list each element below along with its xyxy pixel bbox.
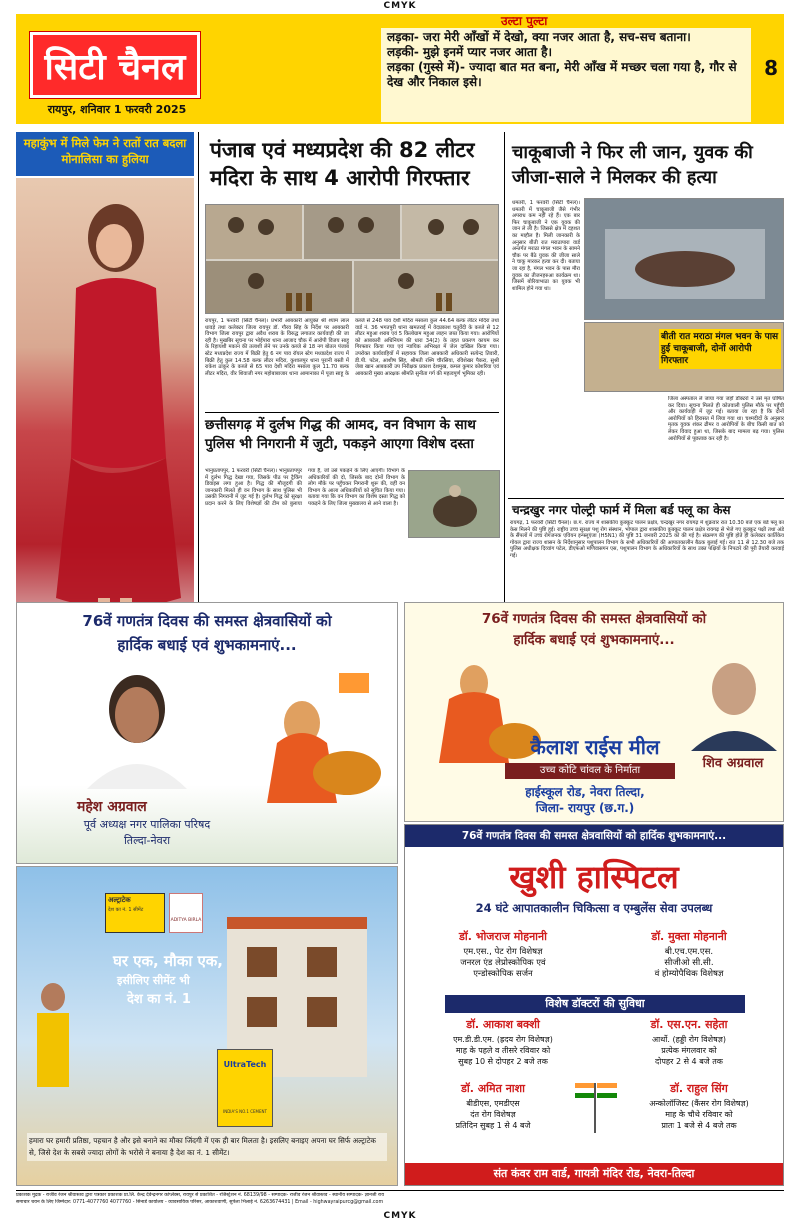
doc2-name: डॉ. मुक्ता मोहनानी — [651, 930, 727, 943]
ultratech-brand-sub: देश का नं. 1 सीमेंट — [108, 907, 144, 913]
ad1-name: महेश अग्रवाल — [77, 799, 147, 815]
masthead-dateline: रायपुर, शनिवार 1 फरवरी 2025 — [47, 103, 187, 116]
ultratech-slogan-1: घर एक, मौका एक, — [113, 952, 223, 970]
doc1-l1: एम.एस., पेट रोग विशेषज्ञ — [463, 947, 543, 957]
chaku-photo-2 — [584, 322, 784, 392]
doc6-l1: अन्कोलॉजिस्ट (कैंसर रोग विशेषज्ञ) — [649, 1099, 749, 1108]
hospital-service: 24 घंटे आपातकालीन चिकित्सा व एम्बुलेंस सेवा उपलब्ध — [475, 901, 713, 915]
doc6-l3: प्रातः 1 बजे से 4 बजे तक — [661, 1121, 737, 1130]
ulta-pulta-heading: उल्टा पुल्टा — [501, 14, 548, 28]
flags-emblem — [565, 1075, 625, 1135]
ad2-name: शिव अग्रवाल — [702, 756, 764, 771]
chaku-body: धमतरी, 1 फरवरी (सिटी चैनल)। धमतरी में चाकूबाजी जैसे गंभीर अपराध कम नहीं रहे हैं। एक बार फिर चाकूबाजी ने एक युवक की जान ले ली है। जिससे क्षेत्र में दहशत का माहौल है। मिली जानकारी के अनुसार बीती रात मराठापारा वार्ड अन्तर्गत मराठा मंगल भवन के सामने चौक पर बैठे युवक की जीजा साले ने चाकू मारकर हत्या कर दी। बताया जा रहा है, मंगल भवन के पास मौरा युवक का तीजनहरुआ कार्यक्रम था। जिसमें बोरियाभाठा का युवक भी शामिल होने गया था। — [512, 200, 580, 292]
birdflu-top-rule — [508, 498, 784, 499]
punjab-photo-art — [206, 205, 499, 314]
doc2-l3: वं होम्योपैथिक विशेषज्ञ — [654, 969, 724, 979]
chaku-photo — [584, 198, 784, 320]
doc3 — [413, 1017, 593, 1067]
doc2 — [601, 929, 777, 979]
doc4-l2: प्रत्येक मंगलवार को — [661, 1046, 717, 1055]
doc6-l2: माह के चौथे रविवार को — [665, 1110, 733, 1119]
ad1-designation: पूर्व अध्यक्ष नगर पालिका परिषद — [83, 818, 211, 831]
doc1-l2: जनरल एंड लेप्रोस्कोपिक एवं — [460, 958, 546, 968]
ultratech-slogan-3: देश का नं. 1 — [127, 992, 191, 1007]
vulture-photo-art — [409, 471, 500, 538]
birdflu-body: रायगढ़, 1 फरवरी (सिटी चैनल)। छ.ग. राज्य में शासकीय कुक्कुट पालन प्रक्षेत्र, चन्द्रखुर नगर रायगढ़ में शुक्रवार रात 10.30 बजे एक बर्ड फ्लू का केस मिलने की पुष्टि हुई। राष्ट्रीय उच्च सुरक्षा पशु रोग संस्थान, भोपाल द्वारा शासकीय कुक्कुट पालन प्रक्षेत्र रायगढ़ से भेजे गए कुक्कुट पक्षी तथा अंडे के सैंपलों में उच्च रोगजनक एवियन इन्फ्लूएंजा (H5N1) की पुष्टि 31 जनवरी 2025 को की गई है। संक्रमण की पुष्टि होते ही कलेक्टर कार्तिकेय गोयल द्वारा राज्य शासन के निर्देशानुसार पशुपालन विभाग के सभी अधिकारियों की आपातकालीन बैठक बुलाई गई। रात 11 से 12.30 बजे तक पुलिस अधीक्षक दिव्यांग पटेल, डीएफओ मणिवासगन एस, पशुपालन विभाग के अधिकारियों के साथ उक्त पक्षियों के निपटारे की पूरी तैयारी करवाई गई। — [510, 520, 784, 559]
doc3-l3: सुबह 10 से दोपहर 2 बजे तक — [458, 1057, 548, 1066]
ad2-tagline: उच्च कोटि चांवल के निर्माता — [539, 765, 641, 776]
doc1-name: डॉ. भोजराज मोहनानी — [458, 930, 547, 943]
doc5-l1: बीडीएस, एमडीएस — [466, 1099, 520, 1108]
ad1-bharat-mata — [247, 663, 387, 803]
ad4-greeting-box — [405, 825, 783, 847]
ulta-pulta-line-1: लड़का- जरा मेरी आँखों में देखो, क्या नजर आता है, सच-सच बताना। — [387, 30, 691, 44]
doc3-name: डॉ. आकाश बक्शी — [466, 1018, 540, 1031]
ultratech-logo — [105, 893, 165, 933]
ad1-greeting-1: 76वें गणतंत्र दिवस की समस्त क्षेत्रवासियों को — [82, 612, 332, 630]
doc4-l3: दोपहर 2 से 4 बजे तक — [655, 1057, 723, 1066]
ad2-greeting-1: 76वें गणतंत्र दिवस की समस्त क्षेत्रवासियों को — [481, 611, 707, 627]
ad1-greeting-2: हार्दिक बधाई एवं शुभकामनाएं... — [117, 636, 297, 654]
aditya-birla-logo — [169, 893, 203, 933]
doc4-l1: आर्थो. (हड्डी रोग विशेषज्ञ) — [652, 1035, 726, 1044]
ad2-address-2: जिला- रायपुर (छ.ग.) — [535, 801, 635, 815]
doc4-name: डॉ. एस.एन. सहेता — [650, 1018, 728, 1031]
ulta-pulta-box — [381, 28, 751, 122]
ad2-greeting-2: हार्दिक बधाई एवं शुभकामनाएं... — [513, 632, 675, 648]
ad1-place: तिल्दा-नेवरा — [123, 834, 171, 847]
ultratech-footer: हमारा घर हमारी प्रतिष्ठा, पहचान है और इसे बनाने का मौका जिंदगी में एक ही बार मिलता है। इसलिए बनाइए अपना घर सिर्फ अल्ट्राटेक से, जिसे देश के सबसे ज्यादा लोगों के भरोसे ने बनाया है देश का नं. 1 सीमेंट। — [27, 1133, 387, 1161]
ad-khushi — [404, 824, 784, 1186]
doc1-l3: एन्डोस्कोपिक सर्जन — [473, 969, 533, 979]
aditya-birla-text: ADITYA BIRLA — [170, 918, 202, 923]
ad2-tagline-box — [505, 763, 675, 779]
punjab-headline: पंजाब एवं मध्यप्रदेश की 82 लीटर मदिरा के साथ 4 आरोपी गिरफ्तार — [210, 138, 475, 190]
ultratech-bag-sub: INDIA'S NO.1 CEMENT — [223, 1109, 267, 1114]
doc5-l2: दंत रोग विशेषज्ञ — [470, 1110, 516, 1119]
column-rule-2 — [504, 132, 505, 654]
ultratech-bag — [217, 1049, 273, 1127]
doc4 — [601, 1017, 777, 1067]
vulture-photo — [408, 470, 500, 538]
imprint-line-1: प्रकाशक मुद्रक - राजीव रंजन श्रीवास्तव द्वारा पत्रकार प्रकाशक प्रा.लि. केन्द्र देवेन्द्रनगर कांप्लेक्स, रायपुर से प्रकाशित - रजिस्ट्रेशन नं. 68139/98 - सम्पादक- राजीव रंजन श्रीवास्तव - स्थानीय सम्पादक- ज्ञानजी राय — [16, 1193, 385, 1198]
masthead-logo — [30, 32, 200, 98]
doc2-l2: सीजीओ सी.सी. — [664, 958, 714, 968]
ulta-pulta-line-2: लड़की- मुझे इनमें प्यार नजर आता है। — [387, 45, 553, 59]
doc5-l3: प्रतिदिन सुबह 1 से 4 बजे — [455, 1121, 531, 1130]
doc5-name: डॉ. अमित नाशा — [461, 1082, 525, 1095]
imprint-rule — [16, 1190, 784, 1191]
birdflu-headline: चन्द्रखुर नगर पोल्ट्री फार्म में मिला बर्ड फ्लू का केस — [512, 503, 731, 517]
print-mark-top: CMYK — [383, 1, 417, 11]
vulture-body: भानुप्रतापपुर, 1 फरवरी (सिटी चैनल)। भानुप्रतापपुर में दुर्लभ गिद्ध देखा गया, जिसके पीठ पर ट्रैकिंग डिवाइस लगा हुआ है। गिद्ध की मौजूदगी की जानकारी मिलते ही वन विभाग के साथ पुलिस भी उसकी निगरानी में जुट गई है। दुर्लभ गिद्ध को सुरक्षा प्रदान करने के लिए विशेषज्ञों की टीम को बुलाया गया है, जो उसे पकड़ने के लिए आएगी। विभाग के अधिकारियों की दो, जिसके बाद दोनों विभाग के लोग मौके पर पहुँचकर निगरानी शुरू की, वहीं वन विभाग के आला अधिकारियों को सूचित किया गया। बताया गया कि वन विभाग का विशेष दस्ता गिद्ध को पकड़ने के लिए जिला मुख्यालय से आने वाला है। — [205, 468, 405, 507]
doc2-l1: बी.एच.एम.एस. — [664, 947, 714, 957]
masthead — [16, 14, 784, 124]
special-doctors-banner — [445, 995, 745, 1013]
ultratech-bag-brand: UltraTech — [223, 1060, 267, 1069]
ultratech-slogan-2: इसीलिए सीमेंट भी — [117, 974, 190, 987]
ultratech-brand-top: अल्ट्राटेक — [108, 896, 131, 904]
hospital-address: संत कंवर राम वार्ड, गायत्री मंदिर रोड, नेवरा-तिल्दा — [493, 1167, 695, 1180]
vulture-headline: छत्तीसगढ़ में दुर्लभ गिद्ध की आमद, वन विभाग के साथ पुलिस भी निगरानी में जुटी, पकड़ने आएगा विशेष दस्ता — [205, 417, 476, 452]
hospital-name: खुशी हास्पिटल — [509, 858, 679, 896]
ad2-business: कैलाश राईस मील — [530, 735, 660, 759]
doc6 — [619, 1081, 779, 1131]
ad-kailash — [404, 602, 784, 822]
chaku-caption: बीती रात मराठा मंगल भवन के पास हुई चाकूबाजी, दोनों आरोपी गिरफ्तार — [659, 329, 781, 369]
masthead-title: सिटी चैनल — [44, 45, 186, 88]
imprint-line-2: समाचार चयन के लिए जिम्मेदार: 0771-4077760 4077760 - सिनार्ड कार्यालय - व्यावसायिक परिसर, आकाशवाणी, सुपेला भिलाई नं. 6263674431 | Email - highwayraipurcg@gmail.com — [16, 1200, 384, 1205]
ulta-pulta-line-3: लड़का (गुस्से में)- ज्यादा बात मत बना, मेरी आँख में मच्छर चला गया है, गौर से देख और निकाल इसे। — [387, 60, 737, 89]
ultratech-man — [23, 977, 83, 1087]
print-mark-bottom: CMYK — [383, 1211, 417, 1221]
hospital-address-box — [405, 1163, 783, 1185]
doc1 — [413, 929, 593, 979]
monalisa-headline: महाकुंभ में मिले फेम ने रातों रात बदला मोनालिसा का हुलिया — [23, 136, 187, 166]
punjab-photo — [205, 204, 499, 314]
chaku-headline: चाकूबाजी ने फिर ली जान, युवक की जीजा-साले ने मिलकर की हत्या — [512, 142, 753, 188]
doc5 — [413, 1081, 573, 1131]
ad-mahesh-box — [16, 602, 398, 864]
ad2-address-1: हाईस्कूल रोड, नेवरा तिल्दा, — [525, 785, 645, 799]
special-doctors: विशेष डॉक्टरों की सुविधा — [545, 997, 645, 1010]
ad4-greeting: 76वें गणतंत्र दिवस की समस्त क्षेत्रवासियों को हार्दिक शुभकामनाएं... — [461, 830, 727, 842]
doc3-l1: एम.डी.डी.एम. (ह्रदय रोग विशेषज्ञ) — [453, 1035, 553, 1044]
ad1-portrait — [87, 669, 187, 789]
doc6-name: डॉ. राहुल सिंग — [670, 1082, 728, 1095]
monalisa-headline-box — [16, 132, 194, 176]
vulture-top-rule — [205, 412, 499, 413]
page-number: 8 — [764, 56, 778, 80]
ad-ultratech — [16, 866, 398, 1186]
chaku-photo-art — [585, 199, 784, 320]
chaku-body-2: जिला अस्पताल ले जाया गया जहाँ डॉक्टरों ने उसे मृत घोषित कर दिया। सूचना मिलते ही कोतवाली पुलिस मौके पर पहुँची और कार्यवाही में जुट गई। बताया जा रहा है कि दोनों आरोपियों को हिरासत में लिया गया था। चश्मदीदों के अनुसार मृतक युवक शंकर ढीमर व आरोपियों के बीच किसी बात को लेकर विवाद हुआ था, जिसके बाद मामला बढ़ गया। पुलिस आरोपियों से पूछताछ कर रही है। — [668, 396, 784, 442]
doc3-l2: माह के पहले व तीसरे रविवार को — [455, 1046, 551, 1055]
punjab-body: रायपुर, 1 फरवरी (सिटी चैनल)। प्रभारी आबकारी आयुक्त श्री श्याम लाल धावड़े तथा कलेक्टर जिला रायपुर डॉ. गौरव सिंह के निर्देश पर आबकारी विभाग जिला रायपुर द्वारा अवैध शराब के विरुद्ध लगातार कार्यवाही की जा रही है। मुखबिर सूचना पर भोईपारा थाना आजाद चौक में आरोपी विजय साहू के रिहायशी मकान की तलाशी लेने पर उनके कब्जे से 18 नग बोतल पंजाब स्टेट मध्यप्रदेश राज्य में बिक्री हेतु 6 नग पाव रॉयल स्टेग मध्यप्रदेश राज्य में बिक्री हेतु कुल 14.58 बल्क लीटर मदिरा, कुशालपुर थाना पुरानी बस्ती में राकेश ठाकुर के कब्जे से 65 पाव देशी मदिरा मसाला कुल 11.70 बल्क लीटर मदिरा, वीर शिवाजी नगर महोबाबाजार थाना आमानाका में पूजा साहू के कब्जे से 248 पाव देशी मदिरा मसाला कुल 44.64 बल्क लीटर मदिरा तथा वार्ड नं. 36 भगतपुरी थाना खमतराई में वेदप्रकाश चतुर्वेदी के कब्जे से 12 लीटर महुआ शराब एवं 5 किलोग्राम महुआ लाहन जब्त किया गया। आरोपियों को आबकारी अधिनियम की धारा 34(2) के तहत प्रकरण कायम कर गिरफ्तार किया गया एवं न्यायिक अभिरक्षा में जेल दाखिल किया गया। उपरोक्त कार्यवाहियों में सहायक जिला आबकारी अधिकारी सत्येन्द्र तिवारी, डी.पी. पटेल, आशीष सिंह, श्रीमती रश्मि चौरसिया, रविशेखर पैकरा, सुश्री जेबा खान आबकारी उप निरीक्षक प्रकाश देशमुख, कमल कुमार कोशरिया एवं आबकारी मुख्य आरक्षक श्रीमति सुनीता गर्ग की महत्वपूर्ण भूमिका रही। — [205, 318, 499, 377]
ad2-portrait — [691, 655, 777, 751]
